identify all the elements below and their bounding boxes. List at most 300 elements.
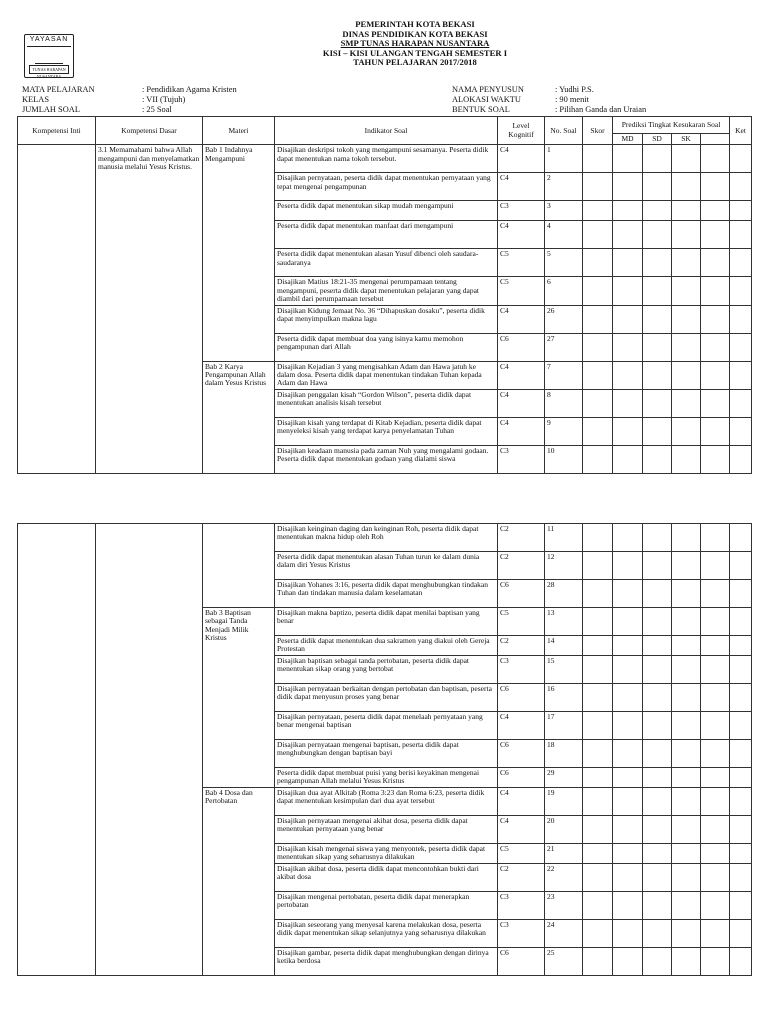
md-cell [613,844,643,864]
yayasan-logo [24,34,74,78]
md-cell [613,173,643,201]
sd-cell [643,580,672,608]
skor-cell [583,816,613,844]
ket-cell [730,712,752,740]
skor-cell [583,552,613,580]
skor-cell [583,417,613,445]
ket-cell [730,636,752,656]
skor-cell [583,712,613,740]
sd-cell [643,277,672,305]
skor-cell [583,920,613,948]
ket-cell [730,333,752,361]
kisi-table-page2 [17,523,752,976]
no-soal-cell: 29 [545,768,583,788]
indikator-cell: Disajikan keadaan manusia pada zaman Nuh yang mengalami godaan. Peserta didik dapat menentukan godaan yang dialami siswa [275,445,498,473]
extra-cell [701,788,730,816]
level-cell: C5 [498,277,545,305]
ket-cell [730,816,752,844]
sd-cell [643,361,672,389]
materi-cell: Bab 4 Dosa dan Pertobatan [203,788,275,976]
sd-cell [643,249,672,277]
skor-cell [583,844,613,864]
indikator-cell: Disajikan makna baptizo, peserta didik dapat menilai baptisan yang benar [275,608,498,636]
kelas-value: : VII (Tujuh) [142,95,186,104]
ket-cell [730,892,752,920]
sk-cell [672,656,701,684]
level-cell: C4 [498,816,545,844]
sk-cell [672,636,701,656]
penyusun-value: : Yudhi P.S. [555,85,594,94]
document-header [200,20,630,68]
skor-cell [583,173,613,201]
ket-cell [730,580,752,608]
sk-cell [672,580,701,608]
meta-right [452,85,752,115]
sd-cell [643,920,672,948]
level-cell: C6 [498,580,545,608]
col-no-soal: No. Soal [545,117,583,145]
indikator-cell: Disajikan akibat dosa, peserta didik dapat mencontohkan bukti dari akibat dosa [275,864,498,892]
materi-cell: Bab 2 Karya Pengampunan Allah dalam Yesus Kristus [203,361,275,473]
md-cell [613,636,643,656]
ket-cell [730,277,752,305]
col-kompetensi-dasar: Kompetensi Dasar [96,117,203,145]
indikator-cell: Peserta didik dapat menentukan dua sakramen yang diakui oleh Gereja Protestan [275,636,498,656]
md-cell [613,920,643,948]
ket-cell [730,684,752,712]
sd-cell [643,788,672,816]
bentuk-value: : Pilihan Ganda dan Uraian [555,105,647,114]
indikator-cell: Disajikan pernyataan mengenai baptisan, peserta didik dapat menghubungkan dengan baptisan bayi [275,740,498,768]
col-skor: Skor [583,117,613,145]
sk-cell [672,333,701,361]
extra-cell [701,768,730,788]
skor-cell [583,305,613,333]
extra-cell [701,145,730,173]
alokasi-value: : 90 menit [555,95,589,104]
indikator-cell: Disajikan gambar, peserta didik dapat menghubungkan dengan dirinya ketika berdosa [275,948,498,976]
level-cell: C3 [498,892,545,920]
ket-cell [730,864,752,892]
level-cell: C3 [498,920,545,948]
md-cell [613,389,643,417]
sk-cell [672,524,701,552]
no-soal-cell: 14 [545,636,583,656]
sk-cell [672,920,701,948]
sd-cell [643,844,672,864]
sk-cell [672,201,701,221]
no-soal-cell: 15 [545,656,583,684]
sd-cell [643,417,672,445]
extra-cell [701,920,730,948]
ket-cell [730,524,752,552]
level-cell: C4 [498,145,545,173]
ket-cell [730,221,752,249]
extra-cell [701,445,730,473]
sk-cell [672,740,701,768]
no-soal-cell: 4 [545,221,583,249]
ket-cell [730,920,752,948]
sk-cell [672,864,701,892]
extra-cell [701,361,730,389]
extra-cell [701,173,730,201]
indikator-cell: Peserta didik dapat membuat doa yang isinya kamu memohon pengampunan dari Allah [275,333,498,361]
level-cell: C6 [498,740,545,768]
sk-cell [672,892,701,920]
kompetensi-dasar-cell: 3.1 Memamahami bahwa Allah mengampuni dan menyelamatkan manusia melalui Yesus Kristus. [96,145,203,473]
sd-cell [643,305,672,333]
level-cell: C5 [498,844,545,864]
ket-cell [730,948,752,976]
no-soal-cell: 8 [545,389,583,417]
level-cell: C2 [498,552,545,580]
md-cell [613,740,643,768]
level-cell: C4 [498,361,545,389]
penyusun-label: NAMA PENYUSUN [452,85,524,94]
sd-cell [643,864,672,892]
level-cell: C4 [498,173,545,201]
sk-cell [672,173,701,201]
no-soal-cell: 23 [545,892,583,920]
level-cell: C2 [498,864,545,892]
materi-cell: Bab 3 Baptisan sebagai Tanda Menjadi Milik Kristus [203,608,275,788]
level-cell: C3 [498,656,545,684]
extra-cell [701,684,730,712]
skor-cell [583,389,613,417]
md-cell [613,684,643,712]
extra-cell [701,816,730,844]
header-line2: DINAS PENDIDIKAN KOTA BEKASI [342,28,488,39]
indikator-cell: Disajikan pernyataan, peserta didik dapat menentukan pernyataan yang tepat mengenai pengampunan [275,173,498,201]
extra-cell [701,221,730,249]
indikator-cell: Disajikan pernyataan, peserta didik dapat menelaah pernyataan yang benar mengenai baptisan [275,712,498,740]
sk-cell [672,816,701,844]
sd-cell [643,173,672,201]
indikator-cell: Disajikan baptisan sebagai tanda pertobatan, peserta didik dapat menentukan sikap orang yang bertobat [275,656,498,684]
no-soal-cell: 5 [545,249,583,277]
md-cell [613,249,643,277]
ket-cell [730,608,752,636]
sk-cell [672,948,701,976]
kelas-label: KELAS [22,95,49,104]
skor-cell [583,333,613,361]
bentuk-label: BENTUK SOAL [452,105,510,114]
level-cell: C3 [498,201,545,221]
sd-cell [643,333,672,361]
skor-cell [583,788,613,816]
skor-cell [583,948,613,976]
extra-cell [701,892,730,920]
level-cell: C4 [498,221,545,249]
skor-cell [583,445,613,473]
indikator-cell: Peserta didik dapat membuat puisi yang berisi keyakinan mengenai pengampunan Allah melalui Yesus Kristus [275,768,498,788]
md-cell [613,608,643,636]
ket-cell [730,788,752,816]
header-line5: TAHUN PELAJARAN 2017/2018 [353,57,477,68]
level-cell: C6 [498,684,545,712]
md-cell [613,221,643,249]
materi-cell [203,524,275,608]
extra-cell [701,333,730,361]
no-soal-cell: 9 [545,417,583,445]
sd-cell [643,445,672,473]
no-soal-cell: 25 [545,948,583,976]
indikator-cell: Disajikan keinginan daging dan keinginan Roh, peserta didik dapat menentukan makna hidup oleh Roh [275,524,498,552]
col-level-kognitif: Level Kognitif [498,117,545,145]
sk-cell [672,305,701,333]
level-cell: C4 [498,788,545,816]
md-cell [613,656,643,684]
skor-cell [583,656,613,684]
skor-cell [583,864,613,892]
md-cell [613,788,643,816]
col-ket: Ket [730,117,752,145]
no-soal-cell: 16 [545,684,583,712]
table-row [18,145,752,173]
md-cell [613,201,643,221]
md-cell [613,417,643,445]
col-sk: SK [672,134,701,145]
indikator-cell: Disajikan mengenai pertobatan, peserta didik dapat menerapkan pertobatan [275,892,498,920]
no-soal-cell: 13 [545,608,583,636]
level-cell: C2 [498,524,545,552]
sd-cell [643,656,672,684]
level-cell: C6 [498,768,545,788]
sk-cell [672,552,701,580]
md-cell [613,580,643,608]
no-soal-cell: 28 [545,580,583,608]
level-cell: C4 [498,417,545,445]
sk-cell [672,145,701,173]
extra-cell [701,417,730,445]
indikator-cell: Disajikan dua ayat Alkitab (Roma 3:23 dan Roma 6:23, peserta didik dapat menentukan kesimpulan dari dua ayat tersebut [275,788,498,816]
ket-cell [730,361,752,389]
table-row [18,524,752,552]
indikator-cell: Disajikan seseorang yang menyesal karena melakukan dosa, peserta didik dapat menentukan sikap selanjutnya yang seharusnya dilakukan [275,920,498,948]
level-cell: C5 [498,249,545,277]
level-cell: C4 [498,712,545,740]
indikator-cell: Peserta didik dapat menentukan manfaat dari mengampuni [275,221,498,249]
indikator-cell: Disajikan penggalan kisah “Gordon Wilson”, peserta didik dapat menentukan analisis kisah tersebut [275,389,498,417]
extra-cell [701,552,730,580]
no-soal-cell: 17 [545,712,583,740]
no-soal-cell: 3 [545,201,583,221]
indikator-cell: Peserta didik dapat menentukan alasan Tuhan turun ke dalam dunia dalam diri Yesus Kristus [275,552,498,580]
sk-cell [672,788,701,816]
ket-cell [730,552,752,580]
sk-cell [672,768,701,788]
md-cell [613,333,643,361]
sk-cell [672,684,701,712]
kompetensi-inti-cell [18,145,96,473]
skor-cell [583,249,613,277]
skor-cell [583,740,613,768]
extra-cell [701,249,730,277]
col-prediksi: Prediksi Tingkat Kesukaran Soal [613,117,730,134]
col-md: MD [613,134,643,145]
ket-cell [730,305,752,333]
extra-cell [701,201,730,221]
sd-cell [643,892,672,920]
kompetensi-dasar-cell [96,524,203,976]
indikator-cell: Disajikan kisah mengenai siswa yang menyontek, peserta didik dapat menentukan sikap yang seharusnya dilakukan [275,844,498,864]
materi-cell: Bab 1 Indahnya Mengampuni [203,145,275,361]
meta-left [22,85,322,115]
extra-cell [701,636,730,656]
sk-cell [672,221,701,249]
extra-cell [701,844,730,864]
extra-cell [701,740,730,768]
sd-cell [643,684,672,712]
ket-cell [730,768,752,788]
col-sd: SD [643,134,672,145]
ket-cell [730,445,752,473]
indikator-cell: Disajikan Kidung Jemaat No. 36 “Dihapuskan dosaku”, peserta didik dapat menyimpulkan makna lagu [275,305,498,333]
ket-cell [730,417,752,445]
no-soal-cell: 22 [545,864,583,892]
extra-cell [701,277,730,305]
sd-cell [643,816,672,844]
sd-cell [643,145,672,173]
sd-cell [643,768,672,788]
mapel-value: : Pendidikan Agama Kristen [142,85,237,94]
md-cell [613,768,643,788]
no-soal-cell: 12 [545,552,583,580]
col-indikator-soal: Indikator Soal [275,117,498,145]
md-cell [613,277,643,305]
skor-cell [583,636,613,656]
sk-cell [672,417,701,445]
md-cell [613,552,643,580]
sk-cell [672,445,701,473]
indikator-cell: Disajikan deskripsi tokoh yang mengampuni sesamanya. Peserta didik dapat menentukan nama tokoh tersebut. [275,145,498,173]
extra-cell [701,948,730,976]
indikator-cell: Disajikan Matius 18:21-35 mengenai perumpamaan tentang mengampuni, peserta didik dapat menentukan pelajaran yang dapat diambil dari perumpamaan tersebut [275,277,498,305]
ket-cell [730,844,752,864]
sk-cell [672,608,701,636]
md-cell [613,948,643,976]
ket-cell [730,201,752,221]
sk-cell [672,249,701,277]
extra-cell [701,524,730,552]
sd-cell [643,948,672,976]
extra-cell [701,608,730,636]
level-cell: C3 [498,445,545,473]
md-cell [613,864,643,892]
md-cell [613,445,643,473]
header-line4: KISI – KISI ULANGAN TENGAH SEMESTER I [322,47,508,58]
skor-cell [583,608,613,636]
sk-cell [672,361,701,389]
jumlah-label: JUMLAH SOAL [22,105,80,114]
no-soal-cell: 11 [545,524,583,552]
no-soal-cell: 10 [545,445,583,473]
alokasi-label: ALOKASI WAKTU [452,95,521,104]
sd-cell [643,552,672,580]
no-soal-cell: 6 [545,277,583,305]
level-cell: C6 [498,333,545,361]
sk-cell [672,712,701,740]
no-soal-cell: 19 [545,788,583,816]
extra-cell [701,712,730,740]
skor-cell [583,684,613,712]
md-cell [613,524,643,552]
sd-cell [643,201,672,221]
skor-cell [583,524,613,552]
sd-cell [643,636,672,656]
no-soal-cell: 21 [545,844,583,864]
no-soal-cell: 24 [545,920,583,948]
sk-cell [672,844,701,864]
skor-cell [583,145,613,173]
sd-cell [643,221,672,249]
indikator-cell: Peserta didik dapat menentukan alasan Yusuf dibenci oleh saudara-saudaranya [275,249,498,277]
sk-cell [672,389,701,417]
extra-cell [701,656,730,684]
skor-cell [583,580,613,608]
level-cell: C4 [498,305,545,333]
md-cell [613,892,643,920]
indikator-cell: Disajikan pernyataan berkaitan dengan pertobatan dan baptisan, peserta didik dapat menyusun proses yang benar [275,684,498,712]
skor-cell [583,221,613,249]
md-cell [613,816,643,844]
ket-cell [730,145,752,173]
no-soal-cell: 20 [545,816,583,844]
skor-cell [583,201,613,221]
level-cell: C5 [498,608,545,636]
extra-cell [701,389,730,417]
indikator-cell: Disajikan pernyataan mengenai akibat dosa, peserta didik dapat menentukan pernyataan yang benar [275,816,498,844]
indikator-cell: Disajikan Kejadian 3 yang mengisahkan Adam dan Hawa jatuh ke dalam dosa. Peserta didik dapat menentukan tindakan Tuhan kepada Adam dan Hawa [275,361,498,389]
no-soal-cell: 18 [545,740,583,768]
md-cell [613,361,643,389]
ket-cell [730,173,752,201]
sd-cell [643,608,672,636]
no-soal-cell: 1 [545,145,583,173]
no-soal-cell: 7 [545,361,583,389]
skor-cell [583,768,613,788]
sd-cell [643,712,672,740]
sk-cell [672,277,701,305]
logo-band: TUNAS HARAPAN NUSANTARA [29,65,69,74]
extra-cell [701,305,730,333]
sd-cell [643,740,672,768]
extra-cell [701,580,730,608]
ket-cell [730,656,752,684]
indikator-cell: Peserta didik dapat menentukan sikap mudah mengampuni [275,201,498,221]
header-line1: PEMERINTAH KOTA BEKASI [355,19,475,29]
no-soal-cell: 26 [545,305,583,333]
ket-cell [730,249,752,277]
indikator-cell: Disajikan Yohanes 3:16, peserta didik dapat menghubungkan tindakan Tuhan dan tindakan manusia dalam keselamatan [275,580,498,608]
ket-cell [730,740,752,768]
md-cell [613,712,643,740]
sd-cell [643,389,672,417]
no-soal-cell: 2 [545,173,583,201]
mapel-label: MATA PELAJARAN [22,85,95,94]
logo-text: YAYASAN [29,36,69,43]
ket-cell [730,389,752,417]
col-blank [701,134,730,145]
skor-cell [583,892,613,920]
skor-cell [583,361,613,389]
jumlah-value: : 25 Soal [142,105,172,114]
skor-cell [583,277,613,305]
no-soal-cell: 27 [545,333,583,361]
kompetensi-inti-cell [18,524,96,976]
level-cell: C6 [498,948,545,976]
md-cell [613,305,643,333]
